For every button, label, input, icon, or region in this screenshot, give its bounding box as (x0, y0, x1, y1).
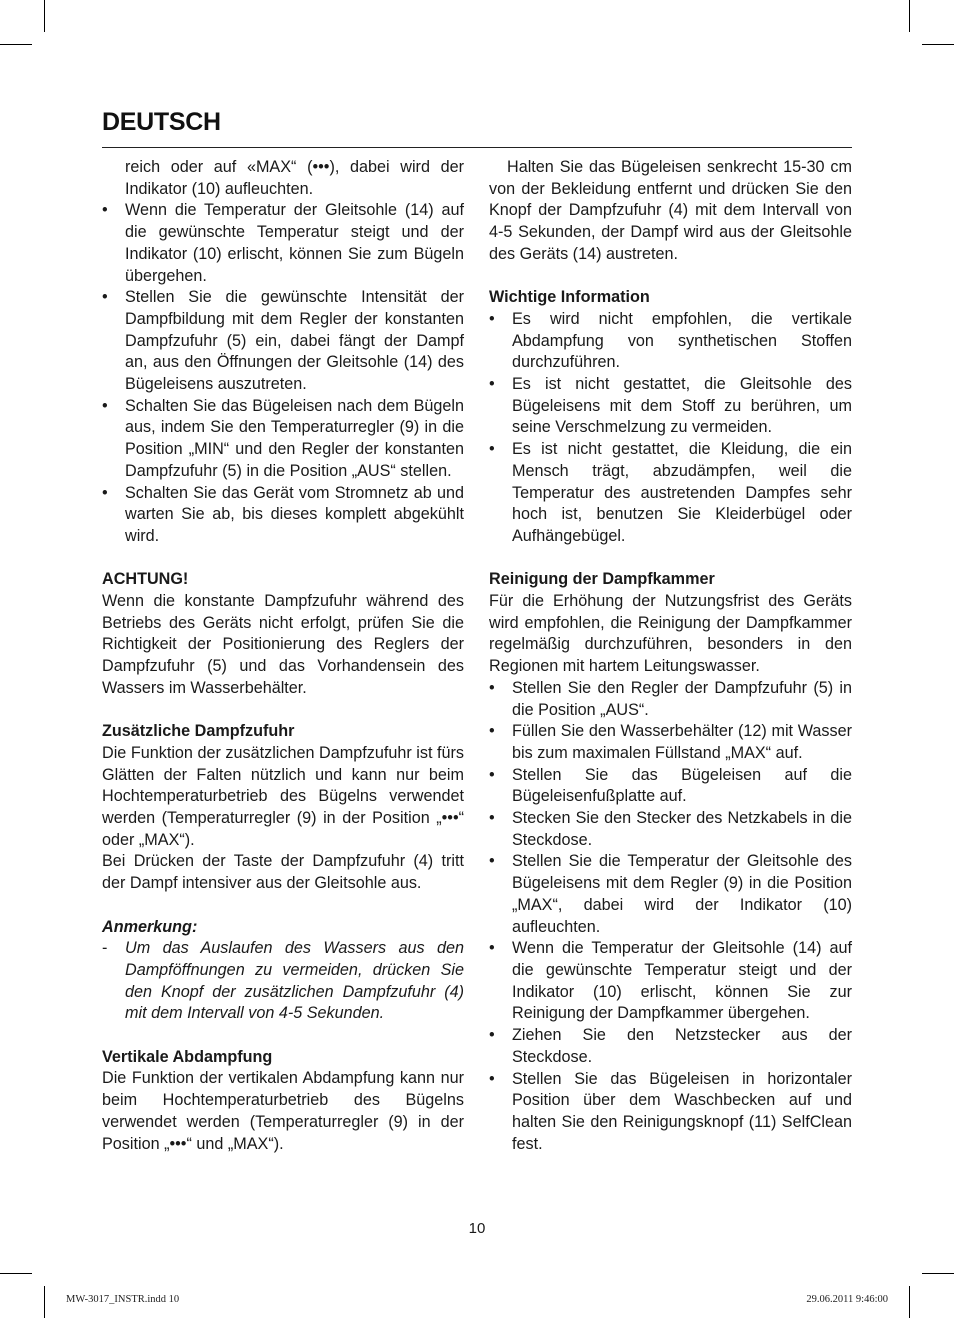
section-heading: Reinigung der Dampfkammer (489, 570, 715, 589)
left-column (102, 157, 464, 1155)
paragraph: Halten Sie das Bügeleisen senkrecht 15-30 cm von der Bekleidung entfernt und drücken Sie den Knopf der Dampfzufuhr (4) mit dem Intervall von 4-5 Sekunden, der Dampf wird aus der Gleitsohle des Geräts (14) austreten. (489, 158, 852, 263)
footer-file-label: MW-3017_INSTR.indd 10 (66, 1294, 180, 1305)
section-heading: Zusätzliche Dampfzufuhr (102, 722, 295, 741)
continued-bullet-text: reich oder auf «MAX“ (•••), dabei wird der Indikator (10) aufleuchten. (125, 158, 464, 198)
section-heading: Wichtige Information (489, 288, 650, 307)
crop-mark (909, 1286, 910, 1318)
footer-timestamp: 29.06.2011 9:46:00 (806, 1294, 888, 1305)
crop-mark (44, 1286, 45, 1318)
list-item: • Füllen Sie den Wasserbehälter (12) mit Wasser bis zum maximalen Füllstand „MAX“ auf. (489, 721, 852, 764)
bullet-list (489, 678, 852, 1155)
crop-mark (909, 0, 910, 32)
page-number: 10 (468, 1220, 486, 1237)
list-item: • Es ist nicht gestattet, die Kleidung, die ein Mensch trägt, abzudämpfen, weil die Temperatur des austretenden Dampfes sehr hoch ist, benutzen Sie Kleiderbügel oder Aufhängebügel. (489, 439, 852, 548)
header-rule (102, 147, 852, 148)
crop-mark (0, 44, 32, 45)
bullet-list (102, 200, 464, 547)
list-item: • Es ist nicht gestattet, die Gleitsohle des Bügeleisens mit dem Stoff zu berühren, um seine Verschmelzung zu vermeiden. (489, 374, 852, 439)
list-item: • Schalten Sie das Bügeleisen nach dem Bügeln aus, indem Sie den Temperaturregler (9) in die Position „MIN“ und den Regler der konstanten Dampfzufuhr (5) in die Position „AUS“ stellen. (102, 396, 464, 483)
list-item: • Stellen Sie das Bügeleisen in horizontaler Position über dem Waschbecken auf und halten Sie den Reinigungsknopf (11) SelfClean fest. (489, 1069, 852, 1156)
page-title: DEUTSCH (102, 108, 221, 136)
list-item: • Wenn die Temperatur der Gleitsohle (14) auf die gewünschte Temperatur steigt und der Indikator (10) erlischt, können Sie zur Reinigung der Dampfkammer übergehen. (489, 938, 852, 1025)
crop-mark (0, 1273, 32, 1274)
bullet-list (489, 309, 852, 548)
paragraph: Für die Erhöhung der Nutzungsfrist des Geräts wird empfohlen, die Reinigung der Dampfkammer regelmäßig durchzuführen, besonders in den Regionen mit hartem Leitungswasser. (489, 592, 852, 676)
note-list (102, 938, 464, 1025)
crop-mark (44, 0, 45, 32)
list-item: • Es wird nicht empfohlen, die vertikale Abdampfung von synthetischen Stoffen durchzuführen. (489, 309, 852, 374)
right-column (489, 157, 852, 1155)
section-heading: Vertikale Abdampfung (102, 1047, 273, 1066)
paragraph: Die Funktion der zusätzlichen Dampfzufuhr ist fürs Glätten der Falten nützlich und kann nur beim Hochtemperaturbetrieb des Bügelns verwendet werden (Temperaturregler (9) in der Position „•••“ oder „MAX“). (102, 743, 464, 849)
list-item: • Ziehen Sie den Netzstecker aus der Steckdose. (489, 1025, 852, 1068)
section-heading: ACHTUNG! (102, 570, 189, 589)
paragraph: Bei Drücken der Taste der Dampfzufuhr (4) tritt der Dampf intensiver aus der Gleitsohle aus. (102, 852, 464, 893)
paragraph: Die Funktion der vertikalen Abdampfung kann nur beim Hochtemperaturbetrieb des Bügelns verwendet werden (Temperaturregler (9) in der Position „•••“ und „MAX“). (102, 1069, 464, 1153)
list-item: • Stellen Sie die Temperatur der Gleitsohle des Bügeleisens mit dem Regler (9) in die Position „MAX“, dabei wird der Indikator (10) aufleuchten. (489, 851, 852, 938)
section-heading: Anmerkung: (102, 917, 198, 936)
list-item: • Schalten Sie das Gerät vom Stromnetz ab und warten Sie ab, bis dieses komplett abgekühlt wird. (102, 483, 464, 548)
list-item: • Stecken Sie den Stecker des Netzkabels in die Steckdose. (489, 808, 852, 851)
list-item: • Stellen Sie das Bügeleisen auf die Bügeleisenfußplatte auf. (489, 765, 852, 808)
list-item: • Stellen Sie die gewünschte Intensität der Dampfbildung mit dem Regler der konstanten Dampfzufuhr (5) ein, dabei fängt der Dampf an, aus den Öffnungen der Gleitsohle (14) des Bügeleisens auszutreten. (102, 287, 464, 396)
list-item: - Um das Auslaufen des Wassers aus den Dampföffnungen zu vermeiden, drücken Sie den Knopf der zusätzlichen Dampfzufuhr (4) mit dem Intervall von 4-5 Sekunden. (102, 938, 464, 1025)
list-item: • Wenn die Temperatur der Gleitsohle (14) auf die gewünschte Temperatur steigt und der Indikator (10) erlischt, können Sie zum Bügeln übergehen. (102, 200, 464, 287)
list-item: • Stellen Sie den Regler der Dampfzufuhr (5) in die Position „AUS“. (489, 678, 852, 721)
paragraph: Wenn die konstante Dampfzufuhr während des Betriebs des Geräts nicht erfolgt, prüfen Sie die Richtigkeit der Positionierung des Reglers der Dampfzufuhr (5) und das Vorhandensein des Wassers im Wasserbehälter. (102, 592, 464, 697)
crop-mark (922, 44, 954, 45)
crop-mark (922, 1273, 954, 1274)
